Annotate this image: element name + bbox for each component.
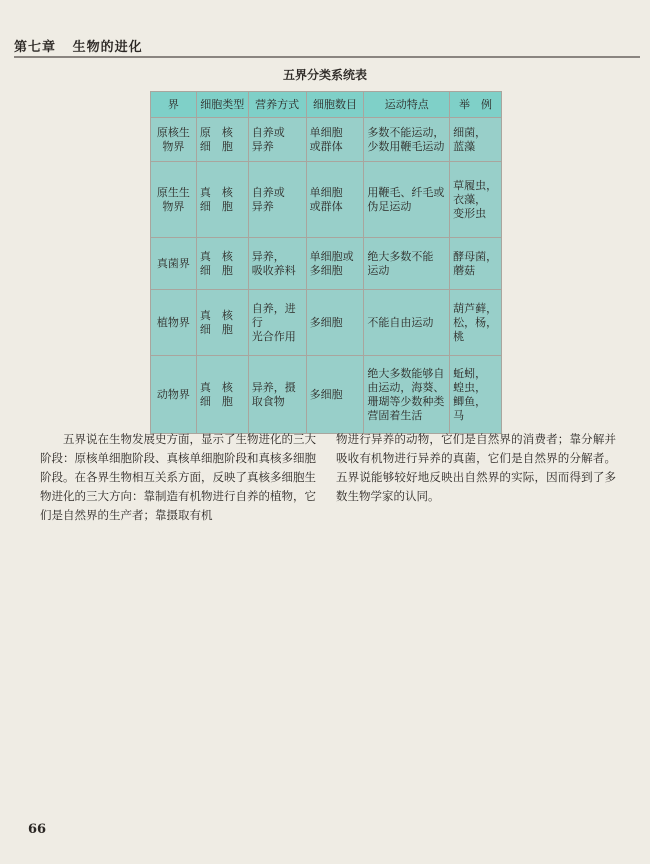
cell-line: 物界 — [162, 139, 185, 153]
cell-motility — [364, 118, 450, 162]
cell-line: 或群体 — [309, 139, 343, 153]
cell-line: 真 核 — [199, 380, 233, 394]
table-row — [151, 162, 502, 238]
table-row — [151, 290, 502, 356]
cell-type — [196, 238, 248, 290]
header-nutrition: 营养方式 — [248, 92, 306, 118]
cell-examples — [450, 290, 502, 356]
cell-line: 酵母菌， — [453, 249, 498, 263]
cell-line: 真 核 — [199, 249, 233, 263]
cell-line: 变形虫 — [453, 206, 487, 220]
cell-motility — [364, 290, 450, 356]
chapter-number: 第七章 — [14, 40, 57, 55]
cell-line: 桃 — [453, 329, 465, 343]
cell-line: 蚯蚓， — [453, 366, 487, 380]
body-text-left — [40, 430, 316, 525]
header-cell-type: 细胞类型 — [196, 92, 248, 118]
cell-line: 由运动，海葵、 — [367, 380, 445, 394]
cell-count — [306, 162, 364, 238]
cell-line: 异养， — [251, 249, 285, 263]
cell-line: 原 核 — [199, 125, 233, 139]
cell-line: 伪足运动 — [367, 199, 412, 213]
cell-line: 取食物 — [251, 394, 285, 408]
cell-line: 多数不能运动， — [367, 125, 445, 139]
cell-line: 异养，摄 — [251, 380, 296, 394]
table-row — [151, 356, 502, 434]
header-examples: 举 例 — [450, 92, 502, 118]
cell-line: 细 胞 — [199, 394, 233, 408]
header-motility: 运动特点 — [364, 92, 450, 118]
cell-line: 原核生 — [156, 125, 190, 139]
cell-motility — [364, 238, 450, 290]
cell-line: 多细胞 — [309, 387, 343, 401]
cell-nutrition — [248, 162, 306, 238]
cell-count — [306, 290, 364, 356]
header-kingdom: 界 — [151, 92, 197, 118]
cell-count — [306, 118, 364, 162]
cell-motility — [364, 162, 450, 238]
cell-line: 自养或 — [251, 125, 285, 139]
cell-examples — [450, 118, 502, 162]
page-header — [0, 0, 650, 60]
cell-kingdom — [151, 162, 197, 238]
cell-line: 营固着生活 — [367, 408, 423, 422]
cell-line: 衣藻， — [453, 192, 487, 206]
cell-count — [306, 238, 364, 290]
cell-line: 单细胞或 — [309, 249, 354, 263]
cell-line: 细 胞 — [199, 199, 233, 213]
cell-line: 蘑菇 — [453, 263, 476, 277]
cell-line: 草履虫， — [453, 178, 498, 192]
cell-line: 蝗虫， — [453, 380, 487, 394]
cell-line: 多细胞 — [309, 315, 343, 329]
cell-line: 多细胞 — [309, 263, 343, 277]
body-text-right — [336, 430, 616, 506]
cell-line: 绝大多数不能 — [367, 249, 434, 263]
cell-type — [196, 290, 248, 356]
cell-line: 真 核 — [199, 185, 233, 199]
chapter-heading — [14, 36, 143, 55]
cell-line: 细 胞 — [199, 263, 233, 277]
cell-type — [196, 356, 248, 434]
header-cell-count: 细胞数目 — [306, 92, 364, 118]
cell-line: 蓝藻 — [453, 139, 476, 153]
cell-line: 物界 — [162, 199, 185, 213]
cell-kingdom — [151, 356, 197, 434]
cell-line: 细 胞 — [199, 139, 233, 153]
cell-line: 鲫鱼， — [453, 394, 487, 408]
cell-line: 不能自由运动 — [367, 315, 434, 329]
cell-line: 或群体 — [309, 199, 343, 213]
cell-examples — [450, 238, 502, 290]
cell-line: 葫芦藓， — [453, 301, 498, 315]
cell-motility — [364, 356, 450, 434]
table-body — [151, 118, 502, 434]
cell-examples — [450, 162, 502, 238]
cell-type — [196, 118, 248, 162]
cell-line: 植物界 — [156, 315, 190, 329]
cell-line: 真菌界 — [156, 256, 190, 270]
cell-nutrition — [248, 290, 306, 356]
table-title: 五界分类系统表 — [282, 68, 367, 82]
header-rule — [14, 56, 640, 58]
cell-line: 细菌， — [453, 125, 487, 139]
cell-line: 动物界 — [156, 387, 190, 401]
cell-nutrition — [248, 238, 306, 290]
page-number: 66 — [28, 822, 47, 837]
cell-line: 单细胞 — [309, 125, 343, 139]
cell-line: 原生生 — [156, 185, 190, 199]
table-row — [151, 238, 502, 290]
paragraph-right: 物进行异养的动物，它们是自然界的消费者；靠分解并吸收有机物进行异养的真菌，它们是自然界的分解者。五界说能够较好地反映出自然界的实际，因而得到了多数生物学家的认同。 — [336, 432, 616, 503]
table-header-row — [151, 92, 502, 118]
cell-line: 自养，进行 — [251, 301, 296, 329]
paragraph-left: 五界说在生物发展史方面，显示了生物进化的三大阶段：原核单细胞阶段、真核单细胞阶段和真核多细胞阶段。在各界生物相互关系方面，反映了真核多细胞生物进化的三大方向：靠制造有机物进行自养的植物，它们是自然界的生产者；靠摄取有机 — [40, 432, 316, 522]
cell-kingdom — [151, 118, 197, 162]
chapter-title: 生物的进化 — [72, 40, 143, 55]
five-kingdoms-table — [150, 91, 502, 434]
cell-type — [196, 162, 248, 238]
cell-line: 马 — [453, 408, 465, 422]
cell-line: 单细胞 — [309, 185, 343, 199]
cell-line: 细 胞 — [199, 322, 233, 336]
cell-nutrition — [248, 118, 306, 162]
cell-line: 异养 — [251, 199, 274, 213]
cell-line: 用鞭毛、纤毛或 — [367, 185, 445, 199]
cell-examples — [450, 356, 502, 434]
cell-nutrition — [248, 356, 306, 434]
cell-line: 异养 — [251, 139, 274, 153]
cell-line: 运动 — [367, 263, 390, 277]
cell-line: 珊瑚等少数种类 — [367, 394, 445, 408]
cell-line: 光合作用 — [251, 329, 296, 343]
cell-kingdom — [151, 290, 197, 356]
cell-line: 吸收养料 — [251, 263, 296, 277]
cell-line: 少数用鞭毛运动 — [367, 139, 445, 153]
table-row — [151, 118, 502, 162]
cell-line: 松，杨， — [453, 315, 498, 329]
cell-count — [306, 356, 364, 434]
cell-kingdom — [151, 238, 197, 290]
cell-line: 真 核 — [199, 308, 233, 322]
cell-line: 绝大多数能够自 — [367, 366, 445, 380]
cell-line: 自养或 — [251, 185, 285, 199]
